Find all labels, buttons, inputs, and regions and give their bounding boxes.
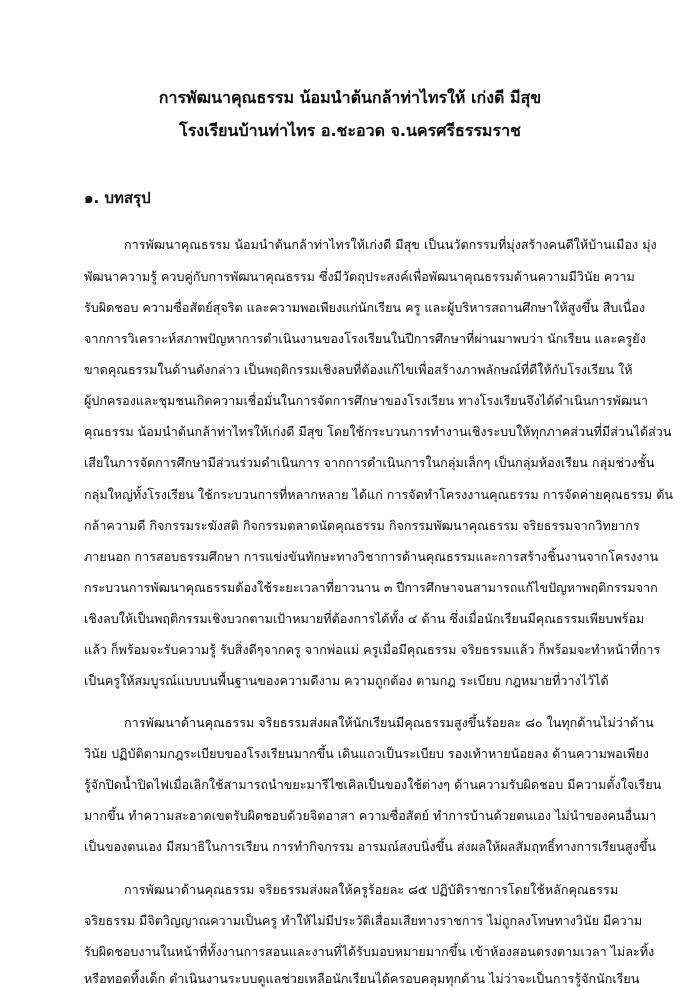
paragraph-line: จากการวิเคราะห์สภาพปัญหาการดำเนินงานของโรงเรียนในปีการศึกษาที่ผ่านมาพบว่า นักเรียน และครูยัง (84, 331, 646, 346)
paragraph-line: วินัย ปฏิบัติตามกฎระเบียบของโรงเรียนมากขึ้น เดินแถวเป็นระเบียบ รองเท้าหายน้อยลง ด้านความพอเพียง (84, 746, 649, 761)
paragraph-line: จริยธรรม มีจิตวิญญาณความเป็นครู ทำให้ไม่มีประวัติเสื่อมเสียทางราชการ ไม่ถูกลงโทษทางวินัย มีความ (84, 913, 643, 928)
paragraph-line: เป็นของตนเอง มีสมาธิในการเรียน การทำกิจกรรม อารมณ์สงบนิ่งขึ้น ส่งผลให้ผลสัมฤทธิ์ทางการเรียนสูงขึ้น (84, 839, 657, 854)
paragraph-line: ภายนอก การสอบธรรมศึกษา การแข่งขันทักษะทางวิชาการด้านคุณธรรมและการสร้างชิ้นงานจากโครงงาน (84, 549, 659, 564)
document-title-line-2: โรงเรียนบ้านท่าไทร อ.ชะอวด จ.นครศรีธรรมราช (179, 121, 521, 140)
paragraph-line: รู้จักปิดน้ำปิดไฟเมื่อเลิกใช้สามารถนำขยะมารีไซเคิลเป็นของใช้ต่างๆ ด้านความรับผิดชอบ มีความตั้งใจเรียน (84, 777, 662, 792)
paragraph-line: ผู้ปกครองและชุมชนเกิดความเชื่อมั่นในการจัดการศึกษาของโรงเรียน ทางโรงเรียนจึงได้ดำเนินการพัฒนา (84, 393, 648, 408)
paragraph-line: เชิงลบให้เป็นพฤติกรรมเชิงบวกตามเป้าหมายที่ต้องการได้ทั้ง ๔ ด้าน ซึ่งเมื่อนักเรียนมีคุณธรรมเพียบพร้อม (84, 611, 645, 626)
paragraph-line: แล้ว ก็พร้อมจะรับความรู้ รับสิ่งดีๆจากครู จากพ่อแม่ ครูเมื่อมีคุณธรรม จริยธรรมแล้ว ก็พร้อมจะทำหน้าที่การ (84, 642, 661, 657)
section-heading: ๑. บทสรุป (84, 189, 151, 207)
document-title-line-1: การพัฒนาคุณธรรม น้อมนำต้นกล้าท่าไทรให้ เก่งดี มีสุข (158, 88, 542, 107)
paragraph-line: กล้าความดี กิจกรรมระฆังสติ กิจกรรมตลาดนัดคุณธรรม กิจกรรมพัฒนาคุณธรรม จริยธรรมจากวิทยากร (84, 518, 640, 533)
paragraph-line: หรือทอดทิ้งเด็ก ดำเนินงานระบบดูแลช่วยเหลือนักเรียนได้ครอบคลุมทุกด้าน ไม่ว่าจะเป็นการรู้จักนักเรียน (84, 971, 640, 986)
paragraph-line: กระบวนการพัฒนาคุณธรรมต้องใช้ระยะเวลาที่ยาวนาน ๓ ปีการศึกษาจนสามารถแก้ไขปัญหาพฤติกรรมจาก (84, 580, 658, 595)
paragraph-line: การพัฒนาคุณธรรม น้อมนำต้นกล้าท่าไทรให้เก่งดี มีสุข เป็นนวัตกรรมที่มุ่งสร้างคนดีให้บ้านเมือง มุ่ง (124, 237, 657, 252)
paragraph-line: ขาดคุณธรรมในด้านดังกล่าว เป็นพฤติกรรมเชิงลบที่ต้องแก้ไขเพื่อสร้างภาพลักษณ์ที่ดีให้กับโรงเรียน ให้ (84, 362, 633, 377)
paragraph-line: การพัฒนาด้านคุณธรรม จริยธรรมส่งผลให้นักเรียนมีคุณธรรมสูงขึ้นร้อยละ ๘๐ ในทุกด้านไม่ว่าด้าน (124, 715, 654, 730)
paragraph-line: รับผิดชอบ ความซื่อสัตย์สุจริต และความพอเพียงแก่นักเรียน ครู และผู้บริหารสถานศึกษาให้สูงขึ้น สืบเนื่อง (84, 300, 646, 315)
paragraph-line: การพัฒนาด้านคุณธรรม จริยธรรมส่งผลให้ครูร้อยละ ๘๕ ปฏิบัติราชการโดยใช้หลักคุณธรรม (124, 882, 619, 897)
paragraph-line: กลุ่มใหญ่ทั้งโรงเรียน ใช้กระบวนการที่หลากหลาย ได้แก่ การจัดทำโครงงานคุณธรรม การจัดค่ายคุณธรรม ต้น (84, 487, 674, 502)
paragraph-line: เป็นครูให้สมบูรณ์แบบบนพื้นฐานของความดีงาม ความถูกต้อง ตามกฎ ระเบียบ กฎหมายที่วางไว้ได้ (84, 673, 609, 688)
paragraph-line: พัฒนาความรู้ ควบคู่กับการพัฒนาคุณธรรม ซึ่งมีวัตถุประสงค์เพื่อพัฒนาคุณธรรมด้านความมีวินัย ความ (84, 269, 635, 284)
paragraph-line: เสียในการจัดการศึกษามีส่วนร่วมดำเนินการ จากการดำเนินการในกลุ่มเล็กๆ เป็นกลุ่มห้องเรียน กลุ่มช่วงชั้น (84, 455, 655, 470)
paragraph-line: รับผิดชอบงานในหน้าที่ทั้งงานการสอนและงานที่ได้รับมอบหมายมากขึ้น เข้าห้องสอนตรงตามเวลา ไม่ละทิ้ง (84, 944, 655, 959)
paragraph-line: คุณธรรม น้อมนำต้นกล้าท่าไทรให้เก่งดี มีสุข โดยใช้กระบวนการทำงานเชิงระบบให้ทุกภาคส่วนที่มีส่วนได้ส่วน (84, 424, 672, 439)
paragraph-line: มากขึ้น ทำความสะอาดเขตรับผิดชอบด้วยจิตอาสา ความซื่อสัตย์ ทำการบ้านด้วยตนเอง ไม่นำของคนอื่นมา (84, 808, 657, 823)
